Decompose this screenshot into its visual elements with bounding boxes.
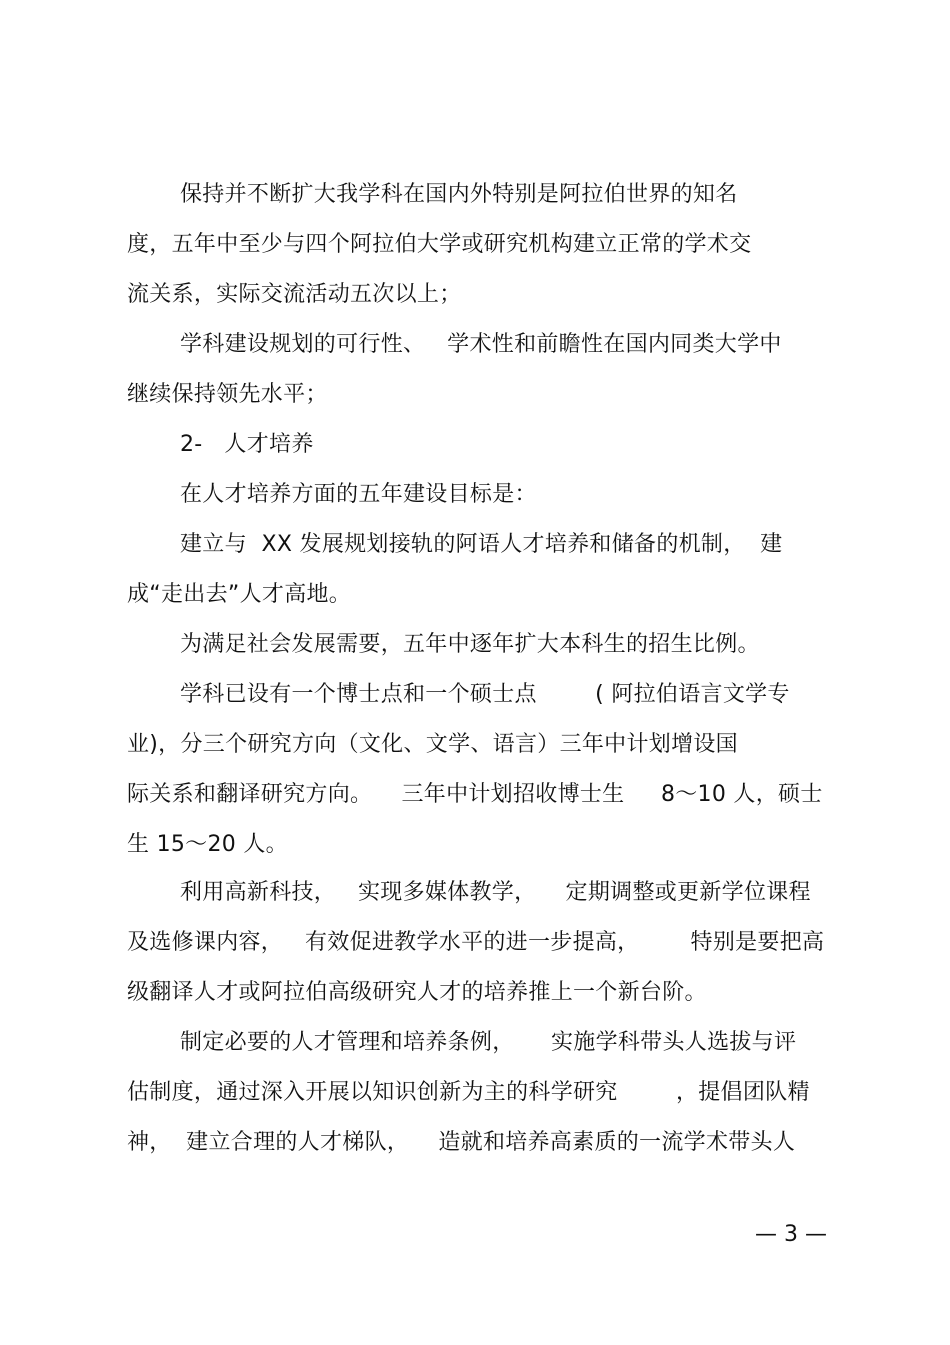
paragraph-line: 制定必要的人才管理和培养条例， 实施学科带头人选拔与评 [180,1030,797,1055]
paragraph-line: 继续保持领先水平； [127,382,328,407]
section-heading: 2- 人才培养 [180,432,314,457]
paragraph-line: 建立与 XX 发展规划接轨的阿语人才培养和储备的机制， 建 [180,532,783,557]
paragraph-line: 及选修课内容， 有效促进教学水平的进一步提高， 特别是要把高 [127,930,825,955]
paragraph-line: 保持并不断扩大我学科在国内外特别是阿拉伯世界的知名 [180,182,738,207]
paragraph-line: 度，五年中至少与四个阿拉伯大学或研究机构建立正常的学术交 [127,232,752,257]
paragraph-line: 在人才培养方面的五年建设目标是： [180,482,537,507]
paragraph-line: 生 15～20 人。 [127,832,288,857]
paragraph-line: 级翻译人才或阿拉伯高级研究人才的培养推上一个新台阶。 [127,980,707,1005]
paragraph-line: 流关系，实际交流活动五次以上； [127,282,462,307]
paragraph-line: 业)，分三个研究方向（文化、文学、语言）三年中计划增设国 [127,732,738,757]
paragraph-line: 为满足社会发展需要，五年中逐年扩大本科生的招生比例。 [180,632,760,657]
paragraph-line: 利用高新科技， 实现多媒体教学， 定期调整或更新学位课程 [180,880,811,905]
page-number: — 3 — [755,1222,827,1247]
paragraph-line: 神， 建立合理的人才梯队， 造就和培养高素质的一流学术带头人 [127,1130,796,1155]
paragraph-line: 学科已设有一个博士点和一个硕士点 ( 阿拉伯语言文学专 [180,682,790,707]
paragraph-line: 学科建设规划的可行性、 学术性和前瞻性在国内同类大学中 [180,332,782,357]
paragraph-line: 际关系和翻译研究方向。 三年中计划招收博士生 8～10 人，硕士 [127,782,823,807]
paragraph-line: 估制度，通过深入开展以知识创新为主的科学研究 ，提倡团队精 [127,1080,810,1105]
paragraph-line: 成“走出去”人才高地。 [127,582,352,607]
